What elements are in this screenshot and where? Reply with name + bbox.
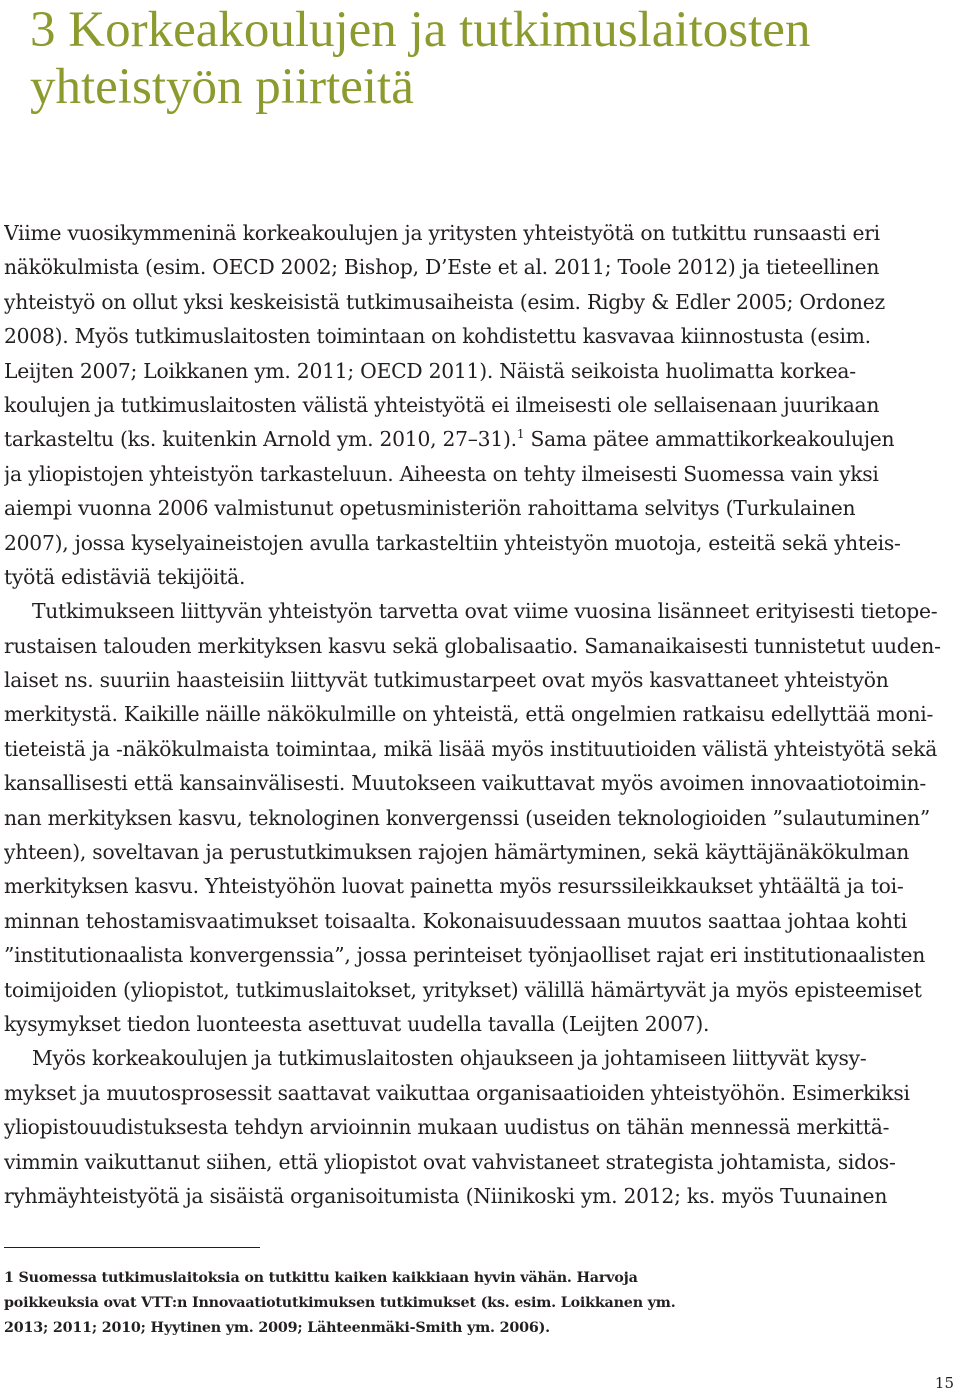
footnote-line: poikkeuksia ovat VTT:n Innovaatiotutkimuksen tutkimukset (ks. esim. Loikkanen ym.	[4, 1295, 676, 1311]
footnote-divider	[4, 1247, 260, 1248]
paragraph-first-line: Tutkimukseen liittyvän yhteistyön tarvetta ovat viime vuosina lisänneet erityisesti tietope-	[32, 599, 938, 624]
text-line: tieteistä ja -näkökulmaista toimintaa, mikä lisää myös instituutioiden välistä yhteistyötä sekä	[4, 736, 938, 761]
text-line: yliopistouudistuksesta tehdyn arvioinnin mukaan uudistus on tähän mennessä merkittä-	[4, 1115, 890, 1140]
text-line: merkitystä. Kaikille näille näkökulmille on yhteistä, että ongelmien ratkaisu edellyttää moni-	[4, 702, 934, 727]
page-number: 15	[934, 1374, 954, 1392]
text-line: Leijten 2007; Loikkanen ym. 2011; OECD 2011). Näistä seikoista huolimatta korkea-	[4, 358, 856, 383]
footnote-line: 1 Suomessa tutkimuslaitoksia on tutkittu kaiken kaikkiaan hyvin vähän. Harvoja	[4, 1270, 638, 1286]
text-line: työtä edistäviä tekijöitä.	[4, 564, 246, 589]
footnote-line: 2013; 2011; 2010; Hyytinen ym. 2009; Lähteenmäki-Smith ym. 2006).	[4, 1320, 550, 1336]
text-line: ryhmäyhteistyötä ja sisäistä organisoitumista (Niinikoski ym. 2012; ks. myös Tuunainen	[4, 1183, 888, 1208]
text-line: merkityksen kasvu. Yhteistyöhön luovat painetta myös resurssileikkaukset yhtäältä ja toi-	[4, 874, 904, 899]
text-line: koulujen ja tutkimuslaitosten välistä yhteistyötä ei ilmeisesti ole sellaisenaan juurikaan	[4, 392, 880, 417]
text-line: mykset ja muutosprosessit saattavat vaikuttaa organisaatioiden yhteistyöhön. Esimerkiksi	[4, 1080, 910, 1105]
text-line: Viime vuosikymmeninä korkeakoulujen ja yritysten yhteistyötä on tutkittu runsaasti eri	[4, 221, 880, 245]
footnote-reference[interactable]: 1	[516, 427, 525, 442]
chapter-title-line-2: yhteistyön piirteitä	[30, 59, 414, 115]
text-line: näkökulmista (esim. OECD 2002; Bishop, D’Este et al. 2011; Toole 2012) ja tieteellinen	[4, 255, 880, 280]
chapter-title-line-1: 3 Korkeakoulujen ja tutkimuslaitosten	[30, 2, 811, 58]
text-line: aiempi vuonna 2006 valmistunut opetusministeriön rahoittama selvitys (Turkulainen	[4, 496, 856, 521]
body-text	[4, 216, 956, 1213]
text-line: laiset ns. suuriin haasteisiin liittyvät tutkimustarpeet ovat myös kasvattaneet yhteistyön	[4, 668, 889, 693]
text-line: toimijoiden (yliopistot, tutkimuslaitokset, yritykset) välillä hämärtyvät ja myös episteemiset	[4, 977, 922, 1002]
text-line: ja yliopistojen yhteistyön tarkasteluun. Aiheesta on tehty ilmeisesti Suomessa vain yksi	[4, 461, 879, 486]
text-line: kansallisesti että kansainvälisesti. Muutokseen vaikuttavat myös avoimen innovaatiotoimin-	[4, 771, 926, 796]
text-fragment: Sama pätee ammattikorkeakoulujen	[524, 427, 895, 452]
text-line: minnan tehostamisvaatimukset toisaalta. Kokonaisuudessaan muutos saattaa johtaa kohti	[4, 908, 907, 933]
text-line-with-footnote	[4, 422, 956, 456]
paragraph-first-line: Myös korkeakoulujen ja tutkimuslaitosten ohjaukseen ja johtamiseen liittyvät kysy-	[32, 1046, 867, 1071]
footnote	[4, 1266, 954, 1341]
text-line: ”institutionaalista konvergenssia”, jossa perinteiset työnjaolliset rajat eri institutionaalisten	[4, 943, 926, 968]
text-line: kysymykset tiedon luonteesta asettuvat uudella tavalla (Leijten 2007).	[4, 1011, 710, 1036]
text-line: yhteen), soveltavan ja perustutkimuksen rajojen hämärtyminen, sekä käyttäjänäkökulman	[4, 840, 910, 865]
text-line: vimmin vaikuttanut siihen, että yliopistot ovat vahvistaneet strategista johtamista, sidos-	[4, 1149, 896, 1174]
text-fragment: tarkasteltu (ks. kuitenkin Arnold ym. 2010, 27–31).	[4, 427, 517, 452]
text-line: 2007), jossa kyselyaineistojen avulla tarkasteltiin yhteistyön muotoja, esteitä sekä yhteis-	[4, 530, 901, 555]
text-line: 2008). Myös tutkimuslaitosten toimintaan on kohdistettu kasvavaa kiinnostusta (esim.	[4, 324, 871, 349]
text-line: yhteistyö on ollut yksi keskeisistä tutkimusaiheista (esim. Rigby & Edler 2005; Ordonez	[4, 289, 885, 314]
text-line: rustaisen talouden merkityksen kasvu sekä globalisaatio. Samanaikaisesti tunnistetut uuden-	[4, 633, 941, 658]
chapter-title	[30, 2, 950, 116]
text-line: nan merkityksen kasvu, teknologinen konvergenssi (useiden teknologioiden ”sulautuminen”	[4, 805, 930, 830]
